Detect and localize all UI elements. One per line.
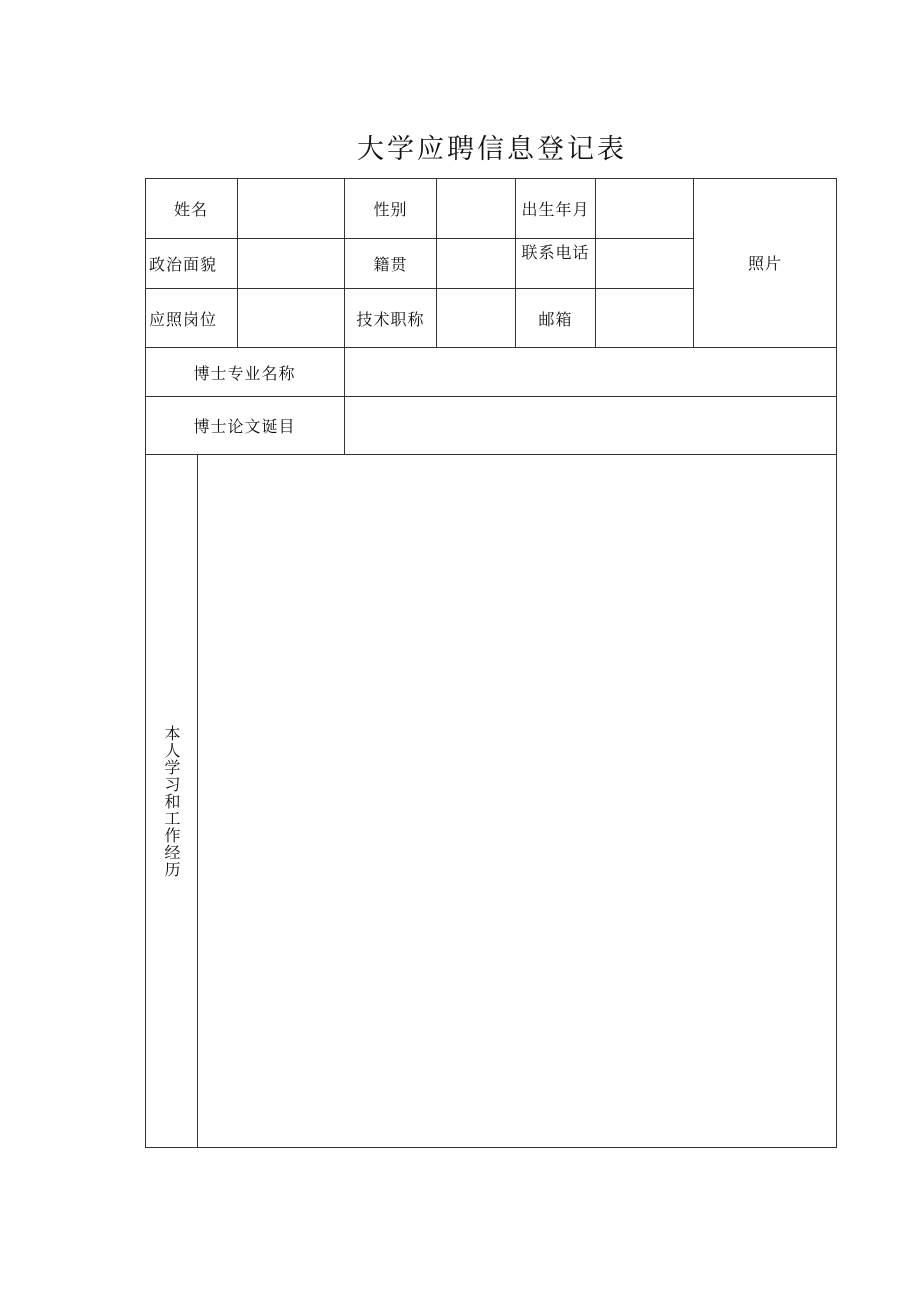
political-status-label: 政治面貌 bbox=[148, 255, 217, 274]
birth-date-label: 出生年月 bbox=[521, 199, 590, 219]
phone-label: 联系电话 bbox=[521, 242, 590, 262]
phd-major-label: 博士专业名称 bbox=[193, 363, 296, 383]
table-border-bottom bbox=[145, 1147, 837, 1148]
technical-title-label: 技术职称 bbox=[356, 309, 425, 329]
email-field[interactable] bbox=[596, 289, 693, 347]
table-border-right bbox=[836, 178, 837, 1148]
email-label: 邮箱 bbox=[538, 309, 573, 329]
experience-label-text: 本人学习和工作经历 bbox=[162, 724, 181, 878]
gender-field[interactable] bbox=[437, 179, 515, 238]
photo-box[interactable]: 照片 bbox=[747, 254, 782, 273]
experience-label bbox=[145, 454, 197, 1148]
thesis-title-field[interactable] bbox=[345, 397, 836, 454]
political-status-field[interactable] bbox=[238, 239, 344, 288]
phd-major-field[interactable] bbox=[345, 348, 836, 396]
name-label: 姓名 bbox=[173, 199, 208, 219]
applied-position-label: 应照岗位 bbox=[148, 309, 217, 329]
name-field[interactable] bbox=[238, 179, 344, 238]
technical-title-field[interactable] bbox=[437, 289, 515, 347]
gender-label: 性别 bbox=[373, 199, 408, 219]
form-title: 大学应聘信息登记表 bbox=[357, 134, 627, 165]
phone-field[interactable] bbox=[596, 239, 693, 288]
native-place-field[interactable] bbox=[437, 239, 515, 288]
birth-date-field[interactable] bbox=[596, 179, 693, 238]
thesis-title-label: 博士论文诞目 bbox=[193, 417, 296, 436]
registration-form-table bbox=[145, 178, 837, 1148]
experience-field[interactable] bbox=[198, 455, 836, 1147]
applied-position-field[interactable] bbox=[238, 289, 344, 347]
native-place-label: 籍贯 bbox=[373, 255, 408, 274]
